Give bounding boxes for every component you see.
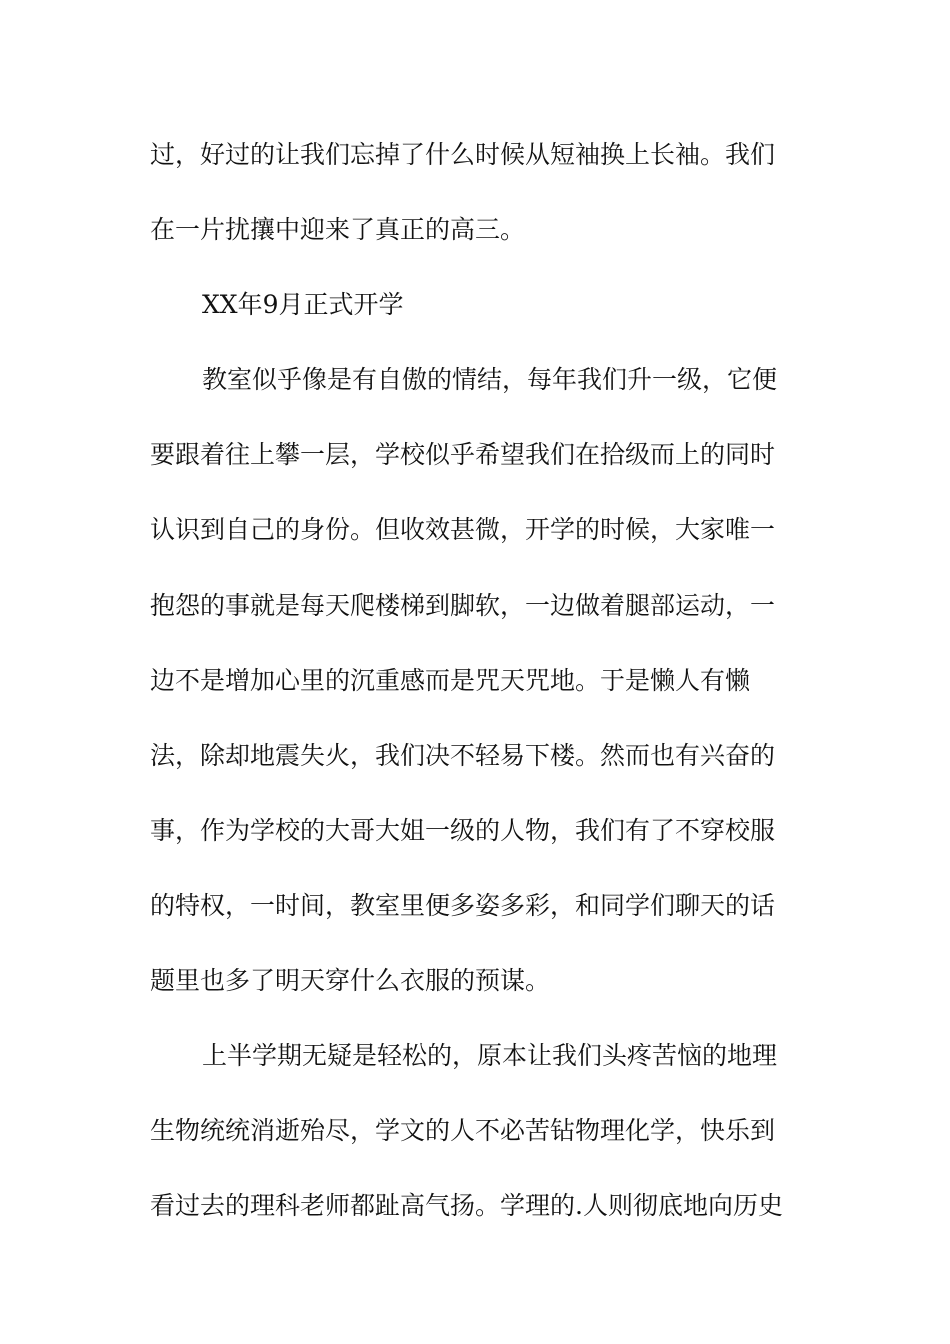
text-line: 题里也多了明天穿什么衣服的预谋。 (150, 966, 551, 996)
text-line: 在一片扰攘中迎来了真正的高三。 (150, 215, 526, 245)
text-line: 认识到自己的身份。但收效甚微，开学的时候，大家唯一 (150, 515, 776, 545)
text-line: 要跟着往上攀一层，学校似乎希望我们在拾级而上的同时 (150, 440, 776, 470)
paragraph-start-line: 教室似乎像是有自傲的情结，每年我们升一级，它便 (202, 365, 778, 395)
text-line: 边不是增加心里的沉重感而是咒天咒地。于是懒人有懒 (150, 665, 751, 695)
text-line: 过，好过的让我们忘掉了什么时候从短袖换上长袖。我们 (150, 140, 776, 169)
text-line: 生物统统消逝殆尽，学文的人不必苦钻物理化学，快乐到 (150, 1116, 776, 1146)
text-line: 看过去的理科老师都趾高气扬。学理的.人则彻底地向历史 (150, 1191, 783, 1221)
section-date-line: XX年9月正式开学 (202, 290, 404, 320)
paragraph-start-line: 上半学期无疑是轻松的，原本让我们头疼苦恼的地理 (202, 1041, 778, 1071)
text-line: 法，除却地震失火，我们决不轻易下楼。然而也有兴奋的 (150, 740, 776, 770)
text-line: 抱怨的事就是每天爬楼梯到脚软，一边做着腿部运动，一 (150, 590, 776, 620)
body-text (150, 117, 810, 1243)
text-line: 事，作为学校的大哥大姐一级的人物，我们有了不穿校服 (150, 815, 776, 845)
text-line: 的特权，一时间，教室里便多姿多彩，和同学们聊天的话 (150, 890, 776, 920)
